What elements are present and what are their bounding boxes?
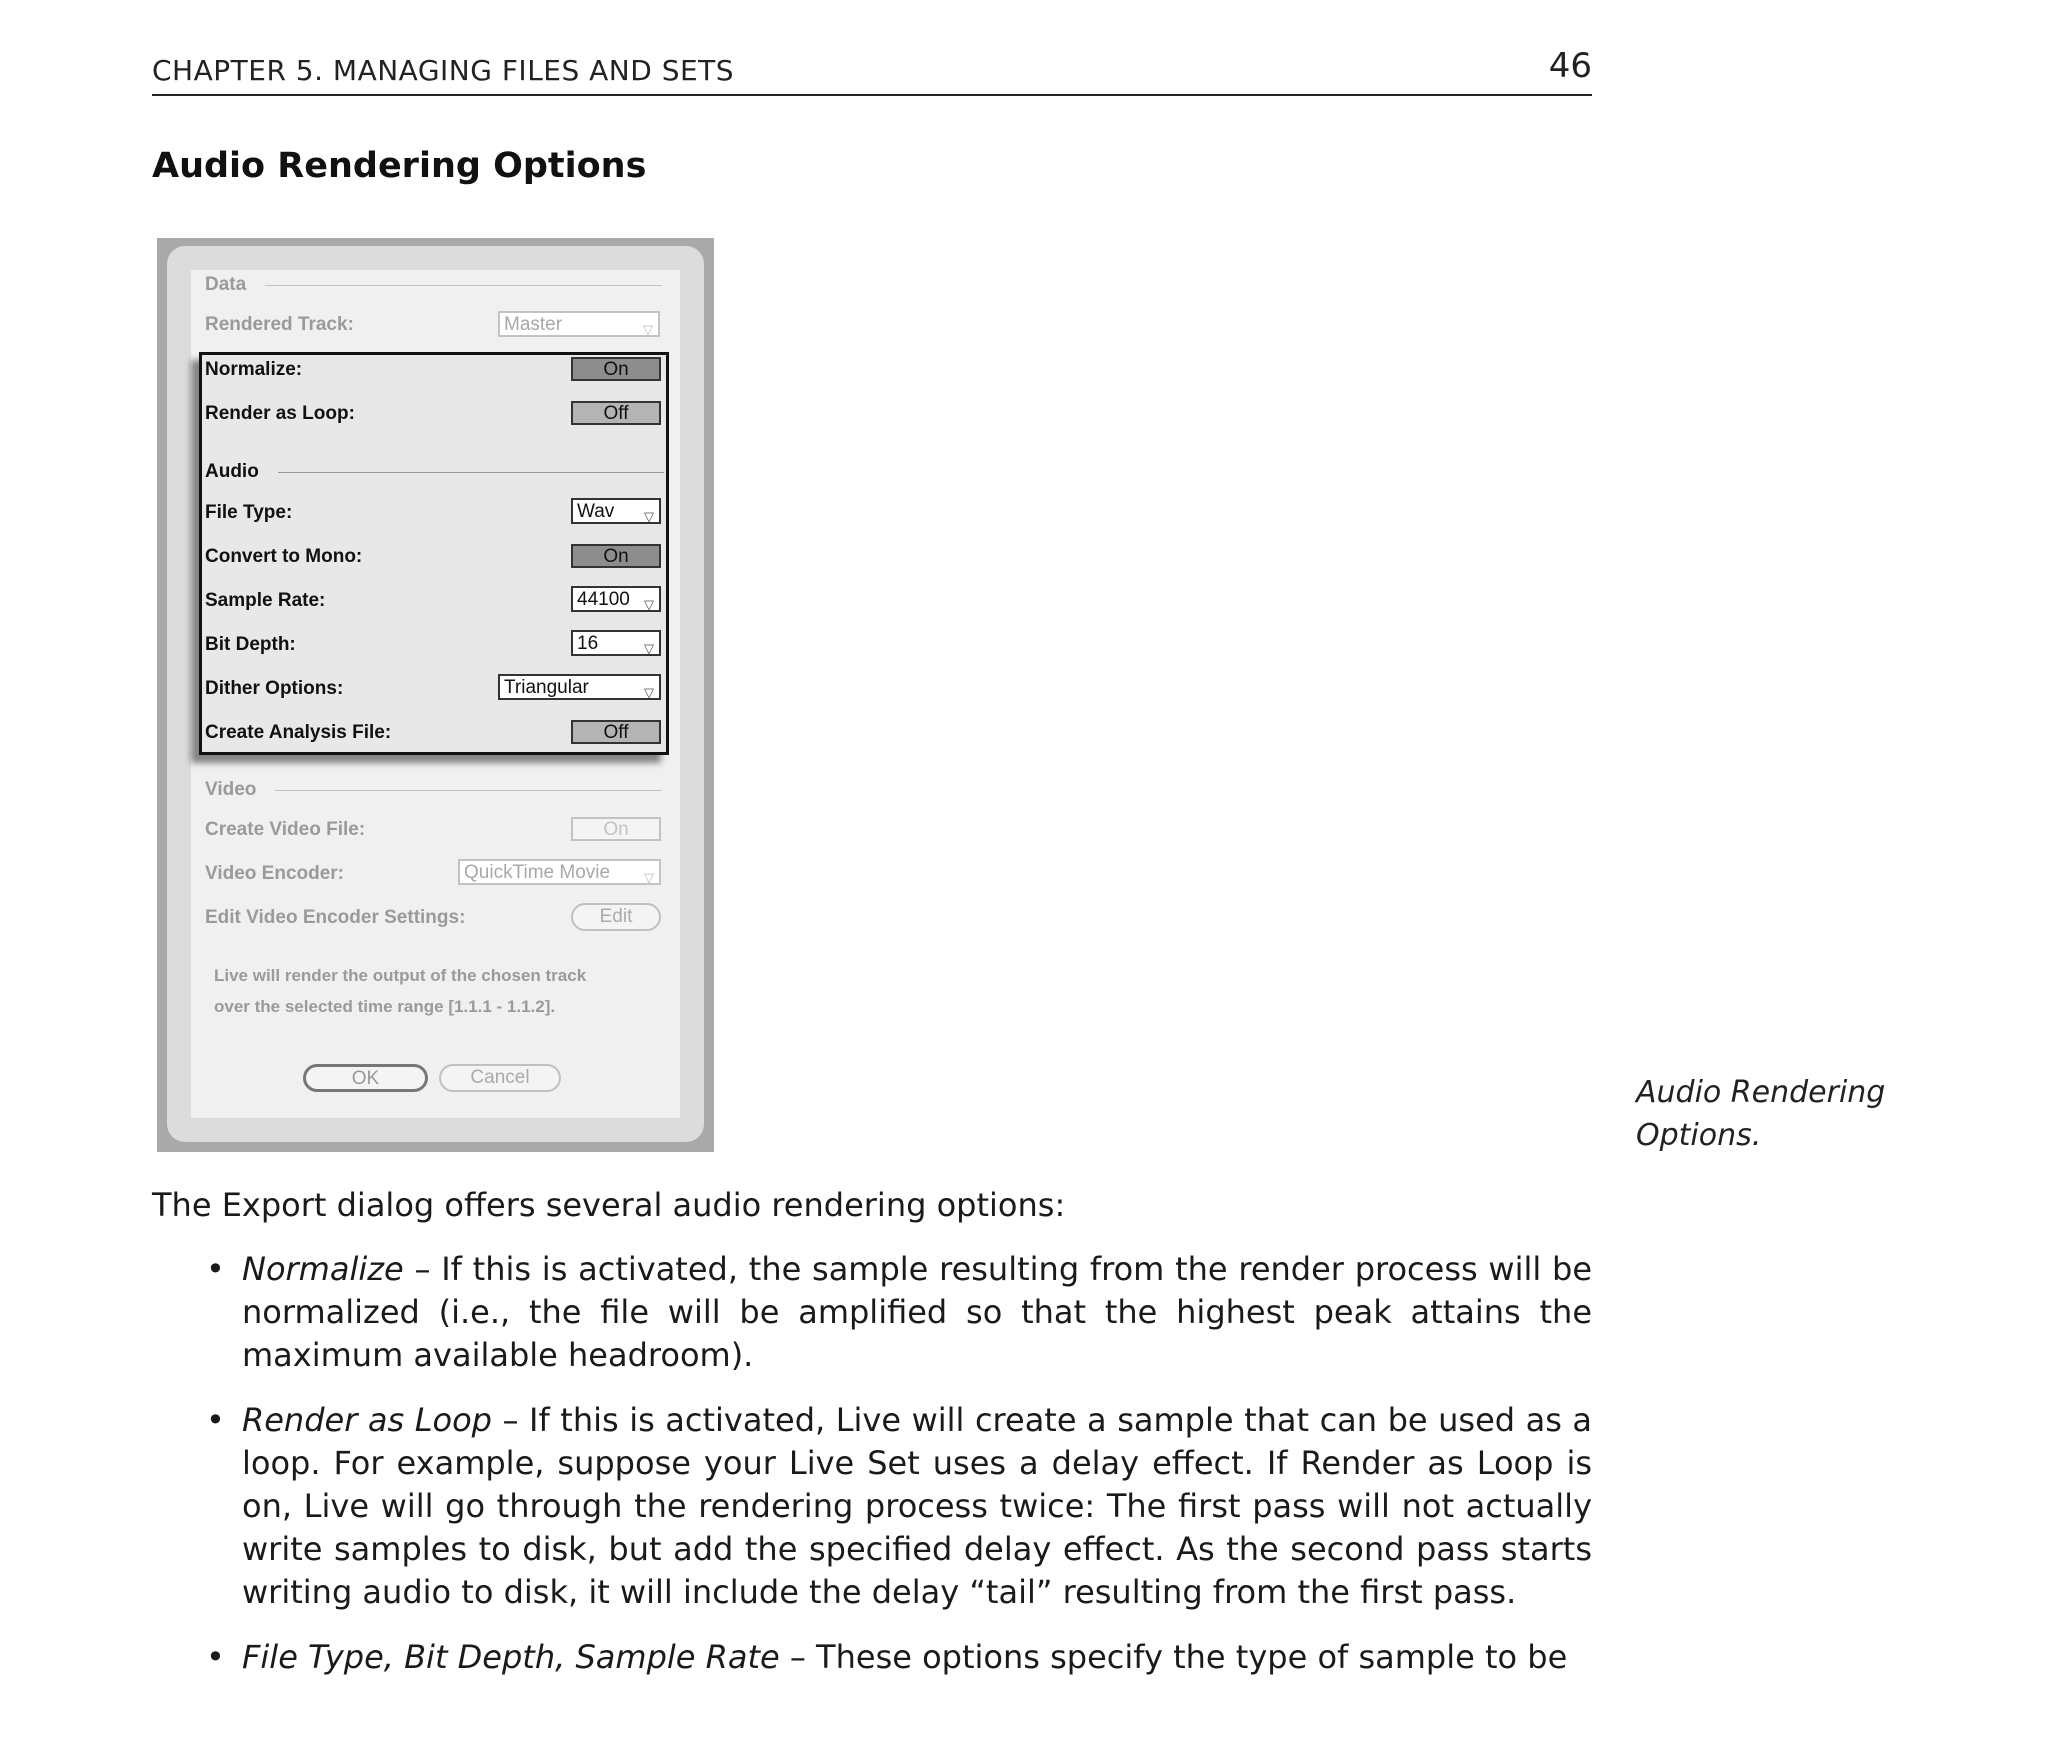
- edit-video-button[interactable]: Edit: [571, 903, 661, 931]
- file-type-dropdown[interactable]: [571, 498, 661, 524]
- render-loop-toggle[interactable]: Off: [571, 401, 661, 425]
- rendered-track-value: Master: [504, 314, 563, 335]
- bullet-text: – If this is activated, Live will create a sample that can be used as a loop. For example, suppose your Live Set uses a delay effect. If Render as Loop is on, Live will go through the rendering process twice: The first pass will not actually write samples to disk, but add the specified delay effect. As the second pass starts writing audio to disk, it will include the delay “tail” resulting from the first pass.: [242, 1401, 1593, 1611]
- rendered-track-label: Rendered Track:: [205, 314, 354, 335]
- render-note-line1: Live will render the output of the chosen track: [214, 966, 587, 985]
- page-header: [152, 46, 1592, 96]
- dither-options-value: Triangular: [504, 677, 589, 698]
- ok-button[interactable]: OK: [303, 1064, 428, 1092]
- video-encoder-label: Video Encoder:: [205, 863, 345, 884]
- chevron-down-icon: ▽: [644, 641, 654, 656]
- bullet-term: Render as Loop: [242, 1401, 492, 1439]
- cancel-button[interactable]: Cancel: [439, 1064, 561, 1092]
- render-loop-label: Render as Loop:: [205, 403, 355, 424]
- convert-mono-toggle[interactable]: On: [571, 544, 661, 568]
- chevron-down-icon: ▽: [643, 322, 653, 337]
- list-item: [152, 1248, 1592, 1377]
- bit-depth-dropdown[interactable]: [571, 630, 661, 656]
- figure-caption: [1636, 1071, 1966, 1157]
- chevron-down-icon: ▽: [644, 509, 654, 524]
- bullet-symbol: •: [206, 1638, 225, 1676]
- chevron-down-icon: ▽: [644, 597, 654, 612]
- file-type-label: File Type:: [205, 502, 293, 523]
- bullet-symbol: •: [206, 1401, 225, 1439]
- video-encoder-dropdown[interactable]: [458, 859, 661, 885]
- chevron-down-icon: ▽: [644, 870, 654, 885]
- edit-video-settings-label: Edit Video Encoder Settings:: [205, 907, 466, 928]
- video-encoder-value: QuickTime Movie: [464, 862, 611, 883]
- sample-rate-dropdown[interactable]: [571, 586, 661, 612]
- intro-paragraph: The Export dialog offers several audio rendering options:: [152, 1186, 1066, 1224]
- caption-line2: Options.: [1636, 1118, 1762, 1153]
- bit-depth-label: Bit Depth:: [205, 634, 296, 655]
- sample-rate-label: Sample Rate:: [205, 590, 326, 611]
- render-note-line2: over the selected time range [1.1.1 - 1.1.2].: [214, 997, 556, 1016]
- chapter-heading: CHAPTER 5. MANAGING FILES AND SETS: [152, 54, 735, 87]
- create-video-toggle[interactable]: On: [571, 817, 661, 841]
- section-title: Audio Rendering Options: [152, 146, 647, 186]
- convert-mono-label: Convert to Mono:: [205, 546, 363, 567]
- caption-line1: Audio Rendering: [1636, 1075, 1886, 1110]
- analysis-file-toggle[interactable]: Off: [571, 720, 661, 744]
- sample-rate-value: 44100: [577, 589, 630, 610]
- bullet-term: Normalize: [242, 1250, 404, 1288]
- video-section-heading: Video: [205, 779, 257, 800]
- bullet-term: File Type, Bit Depth, Sample Rate: [242, 1638, 780, 1676]
- chevron-down-icon: ▽: [644, 685, 654, 700]
- bit-depth-value: 16: [577, 633, 599, 654]
- data-section-heading: Data: [205, 274, 247, 295]
- analysis-file-label: Create Analysis File:: [205, 722, 392, 743]
- page-number: 46: [1548, 46, 1592, 86]
- file-type-value: Wav: [577, 501, 615, 522]
- list-item: [152, 1636, 1592, 1679]
- normalize-label: Normalize:: [205, 359, 303, 380]
- list-item: [152, 1399, 1592, 1614]
- options-list: [152, 1248, 1592, 1701]
- audio-section-heading: Audio: [205, 461, 259, 482]
- normalize-toggle[interactable]: On: [571, 357, 661, 381]
- data-divider: [265, 285, 662, 286]
- dither-options-label: Dither Options:: [205, 678, 344, 699]
- create-video-label: Create Video File:: [205, 819, 366, 840]
- bullet-text: – If this is activated, the sample resulting from the render process will be normalized (i.e., the file will be amplified so that the highest peak attains the maximum available headroom).: [242, 1250, 1592, 1374]
- rendered-track-dropdown[interactable]: [498, 311, 660, 337]
- audio-divider: [278, 472, 664, 473]
- dither-options-dropdown[interactable]: [498, 674, 661, 700]
- video-divider: [275, 790, 662, 791]
- bullet-symbol: •: [206, 1250, 225, 1288]
- bullet-text: – These options specify the type of sample to be: [779, 1638, 1568, 1676]
